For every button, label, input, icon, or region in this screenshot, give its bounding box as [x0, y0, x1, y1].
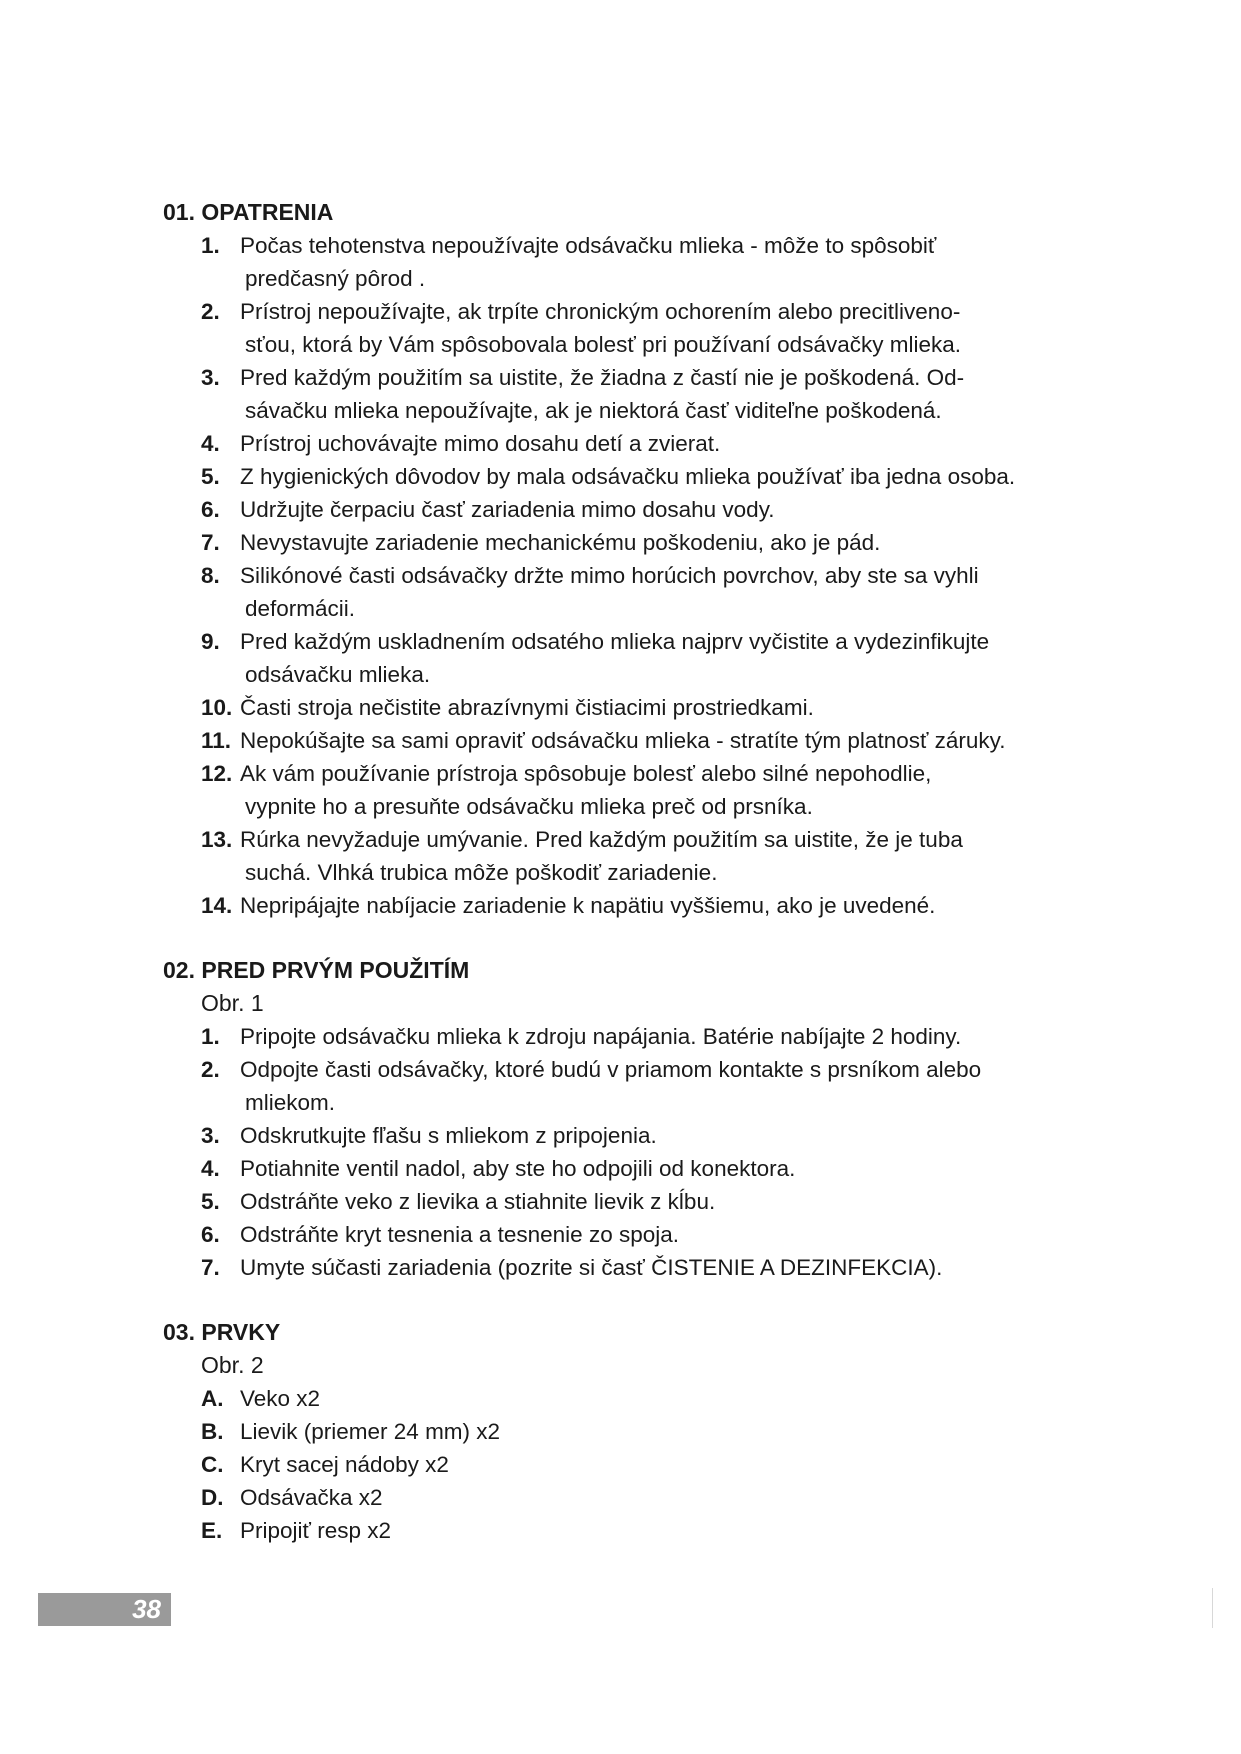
list-item-text	[240, 724, 1123, 757]
list-item-line: Odsávačka x2	[240, 1485, 383, 1510]
list-item-marker: 12.	[201, 761, 233, 786]
list-item-line: Odstráňte veko z lievika a stiahnite lievik z kĺbu.	[240, 1189, 716, 1214]
list-item-line: Potiahnite ventil nadol, aby ste ho odpojili od konektora.	[240, 1156, 796, 1181]
list-item-text	[240, 1514, 1123, 1547]
list-item-marker: 1.	[201, 233, 220, 258]
list-item-marker: D.	[201, 1485, 224, 1510]
page-edge-mark	[1212, 1588, 1213, 1628]
document-body	[163, 196, 1123, 1579]
list-item-line: Pred každým uskladnením odsatého mlieka najprv vyčistite a vydezinfikujte	[240, 629, 990, 654]
list-item	[201, 295, 1123, 361]
list-item-line: Rúrka nevyžaduje umývanie. Pred každým použitím sa uistite, že je tuba	[240, 827, 963, 852]
list-item-marker: 3.	[201, 365, 220, 390]
list-item-marker: 14.	[201, 893, 233, 918]
list-item	[201, 526, 1123, 559]
list-item-marker: 6.	[201, 497, 220, 522]
item-list	[163, 1382, 1123, 1547]
list-item-text	[240, 460, 1123, 493]
list-item	[201, 757, 1123, 823]
list-item-line: Z hygienických dôvodov by mala odsávačku mlieka používať iba jedna osoba.	[240, 464, 1016, 489]
list-item	[201, 889, 1123, 922]
figure-reference: Obr. 1	[201, 990, 264, 1016]
list-item-marker: 8.	[201, 563, 220, 588]
list-item-line: Odpojte časti odsávačky, ktoré budú v priamom kontakte s prsníkom alebo	[240, 1057, 982, 1082]
list-item-line: Časti stroja nečistite abrazívnymi čistiacimi prostriedkami.	[240, 695, 814, 720]
section-title: 02. PRED PRVÝM POUŽITÍM	[163, 957, 470, 983]
list-item-line: Pripojiť resp x2	[240, 1518, 391, 1543]
list-item-line: vypnite ho a presuňte odsávačku mlieka preč od prsníka.	[245, 794, 813, 819]
list-item-text	[240, 229, 1123, 295]
section-1	[163, 196, 1123, 922]
list-item-marker: 13.	[201, 827, 233, 852]
list-item-marker: E.	[201, 1518, 223, 1543]
list-item	[201, 460, 1123, 493]
list-item-marker: 7.	[201, 530, 220, 555]
list-item-line: sťou, ktorá by Vám spôsobovala bolesť pri používaní odsávačky mlieka.	[245, 332, 961, 357]
list-item-line: Prístroj uchovávajte mimo dosahu detí a zvierat.	[240, 431, 721, 456]
list-item-marker: 9.	[201, 629, 220, 654]
list-item	[201, 1152, 1123, 1185]
list-item-marker: 1.	[201, 1024, 220, 1049]
list-item-text	[240, 625, 1123, 691]
list-item-marker: C.	[201, 1452, 224, 1477]
list-item-text	[240, 1481, 1123, 1514]
list-item-line: Pripojte odsávačku mlieka k zdroju napájania. Batérie nabíjajte 2 hodiny.	[240, 1024, 962, 1049]
list-item	[201, 1514, 1123, 1547]
list-item-marker: 5.	[201, 1189, 220, 1214]
list-item-line: Počas tehotenstva nepoužívajte odsávačku mlieka - môže to spôsobiť	[240, 233, 937, 258]
list-item-line: Veko x2	[240, 1386, 321, 1411]
list-item-text	[240, 1448, 1123, 1481]
list-item	[201, 1119, 1123, 1152]
list-item-line: deformácii.	[245, 596, 356, 621]
item-list	[163, 1020, 1123, 1284]
list-item-text	[240, 427, 1123, 460]
list-item-line: Prístroj nepoužívajte, ak trpíte chronickým ochorením alebo precitliveno-	[240, 299, 961, 324]
list-item-text	[240, 823, 1123, 889]
item-list	[163, 229, 1123, 922]
list-item-text	[240, 1382, 1123, 1415]
page-number: 38	[132, 1594, 161, 1624]
list-item-line: Silikónové časti odsávačky držte mimo horúcich povrchov, aby ste sa vyhli	[240, 563, 979, 588]
list-item-text	[240, 691, 1123, 724]
list-item-line: odsávačku mlieka.	[245, 662, 431, 687]
list-item-text	[240, 1152, 1123, 1185]
list-item	[201, 1481, 1123, 1514]
list-item	[201, 493, 1123, 526]
list-item-line: Odskrutkujte fľašu s mliekom z pripojenia.	[240, 1123, 657, 1148]
list-item-line: Nepripájajte nabíjacie zariadenie k napätiu vyššiemu, ako je uvedené.	[240, 893, 936, 918]
list-item-marker: 10.	[201, 695, 233, 720]
list-item	[201, 691, 1123, 724]
list-item	[201, 724, 1123, 757]
list-item	[201, 1415, 1123, 1448]
list-item-text	[240, 361, 1123, 427]
list-item-marker: 6.	[201, 1222, 220, 1247]
list-item-text	[240, 1020, 1123, 1053]
list-item-marker: 11.	[201, 728, 232, 753]
list-item-marker: 3.	[201, 1123, 220, 1148]
list-item-marker: 4.	[201, 1156, 220, 1181]
list-item-line: Udržujte čerpaciu časť zariadenia mimo dosahu vody.	[240, 497, 775, 522]
list-item	[201, 823, 1123, 889]
list-item-line: Ak vám používanie prístroja spôsobuje bolesť alebo silné nepohodlie,	[240, 761, 932, 786]
list-item-marker: 2.	[201, 1057, 220, 1082]
figure-reference: Obr. 2	[201, 1352, 264, 1378]
list-item	[201, 1448, 1123, 1481]
list-item	[201, 1218, 1123, 1251]
list-item-line: Pred každým použitím sa uistite, že žiadna z častí nie je poškodená. Od-	[240, 365, 965, 390]
list-item-marker: A.	[201, 1386, 224, 1411]
list-item	[201, 361, 1123, 427]
list-item-text	[240, 559, 1123, 625]
list-item-text	[240, 757, 1123, 823]
list-item-text	[240, 1119, 1123, 1152]
list-item-line: mliekom.	[245, 1090, 336, 1115]
list-item-line: suchá. Vlhká trubica môže poškodiť zariadenie.	[245, 860, 718, 885]
section-2	[163, 954, 1123, 1284]
list-item	[201, 229, 1123, 295]
list-item-marker: 2.	[201, 299, 220, 324]
list-item-line: predčasný pôrod .	[245, 266, 426, 291]
list-item-text	[240, 1218, 1123, 1251]
list-item-line: Nepokúšajte sa sami opraviť odsávačku mlieka - stratíte tým platnosť záruky.	[240, 728, 1006, 753]
list-item-text	[240, 1185, 1123, 1218]
list-item-line: Umyte súčasti zariadenia (pozrite si časť ČISTENIE A DEZINFEKCIA).	[240, 1255, 943, 1280]
list-item-marker: B.	[201, 1419, 224, 1444]
list-item-line: Lievik (priemer 24 mm) x2	[240, 1419, 501, 1444]
list-item-text	[240, 1415, 1123, 1448]
page-number-bar	[38, 1593, 171, 1626]
list-item-text	[240, 526, 1123, 559]
list-item	[201, 1251, 1123, 1284]
list-item	[201, 427, 1123, 460]
list-item-text	[240, 493, 1123, 526]
list-item-text	[240, 1251, 1123, 1284]
section-title: 01. OPATRENIA	[163, 199, 334, 225]
list-item-line: Odstráňte kryt tesnenia a tesnenie zo spoja.	[240, 1222, 680, 1247]
list-item-line: Kryt sacej nádoby x2	[240, 1452, 449, 1477]
list-item-line: sávačku mlieka nepoužívajte, ak je niektorá časť viditeľne poškodená.	[245, 398, 942, 423]
list-item	[201, 1053, 1123, 1119]
section-title: 03. PRVKY	[163, 1319, 281, 1345]
list-item-marker: 4.	[201, 431, 220, 456]
list-item-text	[240, 295, 1123, 361]
section-3	[163, 1316, 1123, 1547]
list-item	[201, 1185, 1123, 1218]
list-item-line: Nevystavujte zariadenie mechanickému poškodeniu, ako je pád.	[240, 530, 881, 555]
list-item-marker: 7.	[201, 1255, 220, 1280]
list-item-text	[240, 889, 1123, 922]
list-item	[201, 625, 1123, 691]
list-item-text	[240, 1053, 1123, 1119]
list-item	[201, 1020, 1123, 1053]
list-item	[201, 1382, 1123, 1415]
sections-container	[163, 196, 1123, 1547]
list-item	[201, 559, 1123, 625]
list-item-marker: 5.	[201, 464, 220, 489]
